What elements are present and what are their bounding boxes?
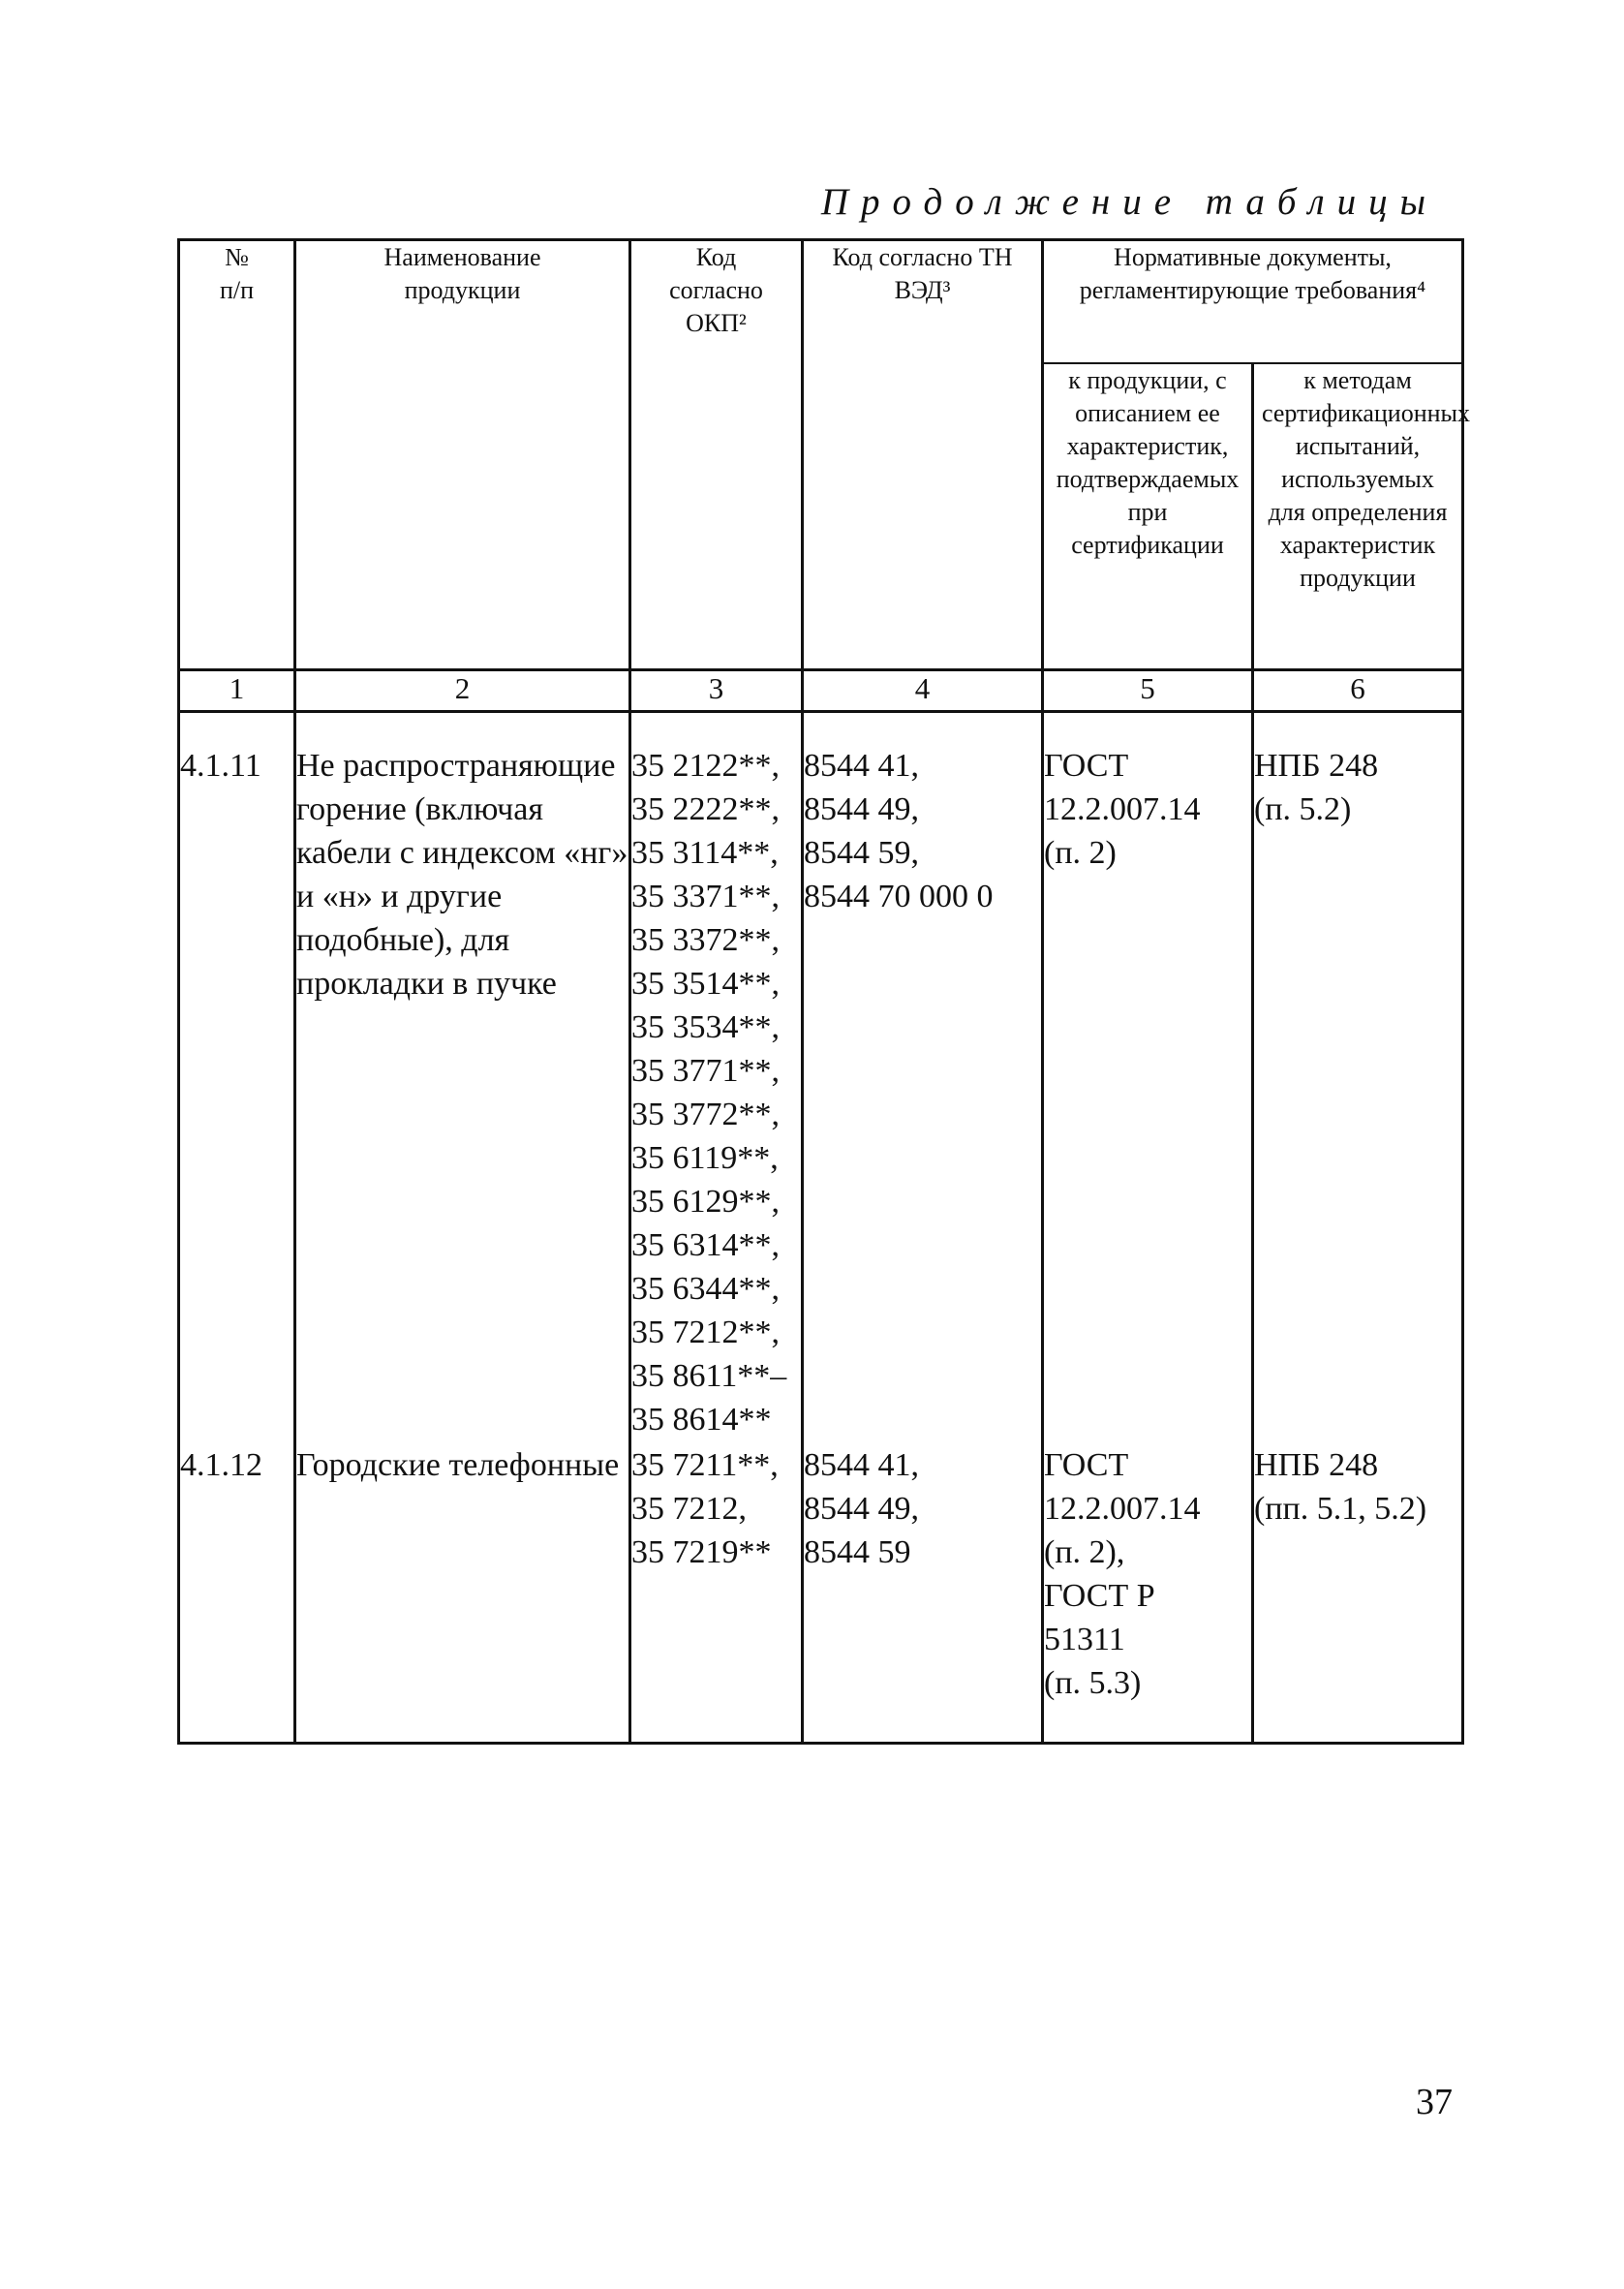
table-row	[179, 744, 1463, 1443]
column-number: 6	[1253, 670, 1463, 712]
header-tnved	[803, 240, 1043, 670]
row-tnved: 8544 41, 8544 49, 8544 59, 8544 70 000 0	[803, 744, 1043, 1443]
header-method-docs	[1253, 363, 1470, 670]
row-okp: 35 2122**, 35 2222**, 35 3114**, 35 3371**, 35 3372**, 35 3514**, 35 3534**, 35 3771**, 35 3772**, 35 6119**, 35 6129**, 35 6314**, 35 6344**, 35 7212**, 35 8611**– 35 8614**	[630, 744, 803, 1443]
column-number: 5	[1043, 670, 1253, 712]
row-num: 4.1.12	[179, 1443, 295, 1744]
header-okp-text: Код согласно ОКП²	[669, 243, 763, 337]
header-num: № п/п	[179, 240, 295, 670]
header-method-docs-text: к методам сертификационных испытаний, используемых для определения характеристик продукции	[1262, 366, 1470, 592]
row-tnved: 8544 41, 8544 49, 8544 59	[803, 1443, 1043, 1744]
header-product-docs-text: к продукции, с описанием ее характеристик, подтверждаемых при сертификации	[1056, 366, 1240, 559]
row-okp: 35 7211**, 35 7212, 35 7219**	[630, 1443, 803, 1744]
row-method-docs: НПБ 248 (пп. 5.1, 5.2)	[1253, 1443, 1463, 1744]
row-name: Не распространяющие горение (включая кабели с индексом «нг» и «н» и другие подобные), для прокладки в пучке	[295, 744, 630, 1443]
certification-table	[177, 238, 1470, 1745]
header-name	[295, 240, 630, 670]
row-num: 4.1.11	[179, 744, 295, 1443]
header-normative-text: Нормативные документы, регламентирующие требования⁴	[1079, 243, 1426, 304]
header-product-docs	[1043, 363, 1253, 670]
column-number-row	[179, 670, 1463, 712]
row-method-docs: НПБ 248 (п. 5.2)	[1253, 744, 1463, 1443]
header-name-text: Наименование продукции	[383, 243, 541, 304]
header-row	[179, 240, 1463, 364]
row-name: Городские телефонные	[295, 1443, 630, 1744]
column-number: 2	[295, 670, 630, 712]
column-number: 3	[630, 670, 803, 712]
header-okp	[630, 240, 803, 670]
column-number: 4	[803, 670, 1043, 712]
column-number: 1	[179, 670, 295, 712]
header-tnved-text: Код согласно ТН ВЭД³	[832, 243, 1013, 304]
header-normative-group	[1043, 240, 1463, 364]
row-product-docs: ГОСТ 12.2.007.14 (п. 2), ГОСТ Р 51311 (п. 5.3)	[1043, 1443, 1253, 1744]
spacer-row	[179, 712, 1463, 745]
continuation-title: Продолжение таблицы	[820, 181, 1438, 223]
row-product-docs: ГОСТ 12.2.007.14 (п. 2)	[1043, 744, 1253, 1443]
page-number: 37	[1416, 2082, 1453, 2122]
table-row	[179, 1443, 1463, 1744]
